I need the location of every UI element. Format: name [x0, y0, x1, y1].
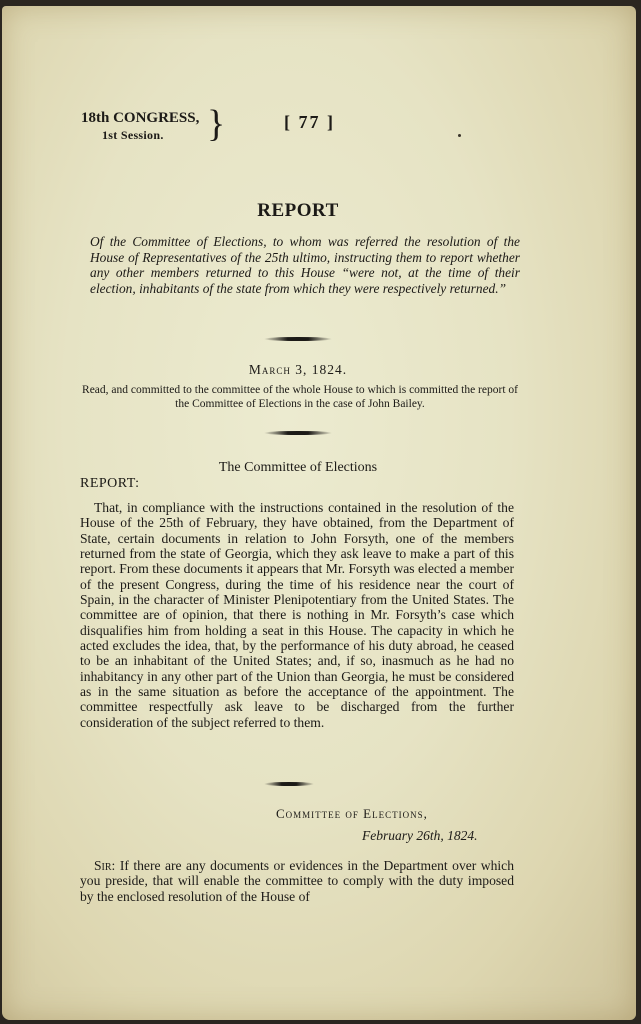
signature-date-text: February 26th, 1824.: [362, 828, 478, 843]
signature-committee: Committee of Elections,: [276, 806, 428, 821]
signature-date: [362, 828, 478, 844]
ornamental-rule: [264, 337, 332, 341]
letter-salutation: Sir:: [94, 858, 116, 873]
document-number: [ 77 ]: [284, 112, 335, 132]
letter-body: If there are any documents or evidences in the Department over which you preside, that will enable the committee to comply with the duty imposed by the enclosed resolution of the House of: [80, 858, 515, 904]
report-date: March 3, 1824.: [248, 362, 348, 377]
report-title: REPORT: [257, 200, 339, 221]
congress-label: 18th CONGRESS,: [81, 110, 200, 126]
report-label: REPORT:: [80, 476, 140, 491]
ink-speck: [458, 134, 461, 137]
letter-text: [80, 858, 514, 904]
report-subtitle: Of the Committee of Elections, to whom was referred the resolution of the House of Representatives of the 25th ultimo, instructing them to report whether any other members returned to this House “were not, at the time of their election, inhabitants of the state from which they were respectively returned.”: [90, 234, 520, 296]
document-page: [2, 6, 636, 1020]
ornamental-rule: [264, 782, 314, 786]
session-label: 1st Session.: [102, 128, 164, 142]
header-brace: }: [207, 103, 226, 145]
referral-note: Read, and committed to the committee of the whole House to which is committed the report of the Committee of Elections in the case of John Bailey.: [82, 384, 518, 410]
ornamental-rule: [264, 431, 332, 435]
report-body: That, in compliance with the instructions contained in the resolution of the House of the 25th of February, they have obtained, from the Department of State, certain documents in relation to John Forsyth, one of the members returned from the state of Georgia, which they ask leave to make a part of this report. From these documents it appears that Mr. Forsyth was elected a member of the present Congress, during the time of his residence near the court of Spain, in the character of Minister Plenipotentiary from the United States. The committee are of opinion, that there is nothing in Mr. Forsyth’s case which disqualifies him from holding a seat in this House. The capacity in which he acted excludes the idea, that, by the performance of his duty abroad, he ceased to be an inhabitant of the United States; and, if so, inasmuch as he had no inhabitancy in any other part of the Union than Georgia, he must be considered as in the same situation as before the acceptance of the appointment. The committee respectfully ask leave to be discharged from the further consideration of the subject referred to them.: [80, 500, 514, 730]
committee-heading: The Committee of Elections: [218, 460, 378, 475]
